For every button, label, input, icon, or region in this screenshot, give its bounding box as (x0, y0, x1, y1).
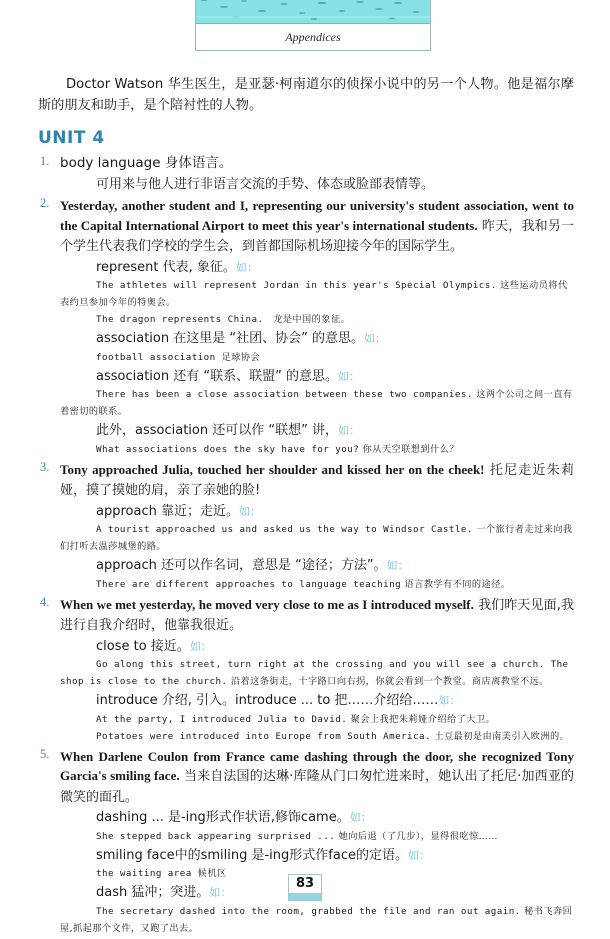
sub-term (96, 691, 574, 711)
page-content (38, 74, 574, 939)
example-en: She stepped back appearing surprised ... (96, 830, 336, 842)
sub-term (96, 367, 574, 387)
appendices-banner (195, 0, 431, 51)
example-sentence (60, 311, 574, 328)
example-cn: 一个旅行者走过来向我们打听去温莎城堡的路。 (60, 524, 573, 552)
sub-term (96, 556, 574, 576)
example-cn: 聚会上我把朱莉娅介绍给了大卫。 (347, 713, 496, 725)
entry-headline-en: Yesterday, another student and I, representing our university's student association, went to the Capital International Airport to meet this year's international students. (60, 198, 574, 233)
list-number: 5. (40, 746, 50, 761)
ru-marker: 如： (238, 504, 261, 518)
page-number-box (288, 874, 322, 901)
ru-marker: 如： (337, 369, 360, 383)
sub-term-text: represent 代表, 象征。 (96, 259, 236, 275)
example-cn: 这些运动员将代表约旦参加今年的特奥会。 (60, 280, 568, 308)
page-number: 83 (295, 876, 315, 891)
sub-term-text: dash 猛冲；突进。 (96, 885, 210, 900)
example-sentence (60, 656, 574, 690)
example-sentence (60, 521, 574, 555)
entry-headline-en: When Darlene Coulon from France came dashing through the door, she recognized Tony Garcia's smiling face. (60, 748, 574, 783)
example-cn: 她向后退（了几步），显得很吃惊…… (335, 830, 498, 842)
sub-term-text: dashing ... 是-ing形式作状语,修饰came。 (96, 810, 350, 825)
example-cn: 你从天空联想到什么？ (359, 443, 459, 455)
ru-marker: 如： (209, 886, 232, 899)
example-en: There has been a close association between these two companies. (96, 389, 473, 400)
sub-term-text: association 在这里是 “社团、协会” 的意思。 (96, 331, 364, 346)
example-sentence (60, 711, 574, 728)
example-sentence (60, 441, 574, 458)
sub-term-text: approach 还可以作名词，意思是 “途径；方法”。 (96, 558, 387, 573)
ru-marker: 如： (349, 811, 372, 824)
sub-term-text: 此外，association 还可以作 “联想” 讲， (96, 423, 338, 438)
example-en: The dragon represents China. (96, 314, 264, 325)
example-sentence (60, 576, 574, 593)
example-en: Potatoes were introduced into Europe from South America. (96, 730, 431, 742)
entry-headline-en: When we met yesterday, he moved very close to me as I introduced myself. (60, 596, 474, 612)
ru-marker: 如： (235, 260, 258, 274)
entry-headline-cn: 当来自法国的达琳·库隆从门口匆忙进来时，她认出了托尼·加西亚的微笑的面孔。 (60, 769, 574, 805)
intro-paragraph: Doctor Watson 华生医生，是亚瑟·柯南道尔的侦探小说中的另一个人物。他是福尔摩斯的朋友和助手，是个陪衬性的人物。 (38, 77, 574, 113)
entry-headline (60, 747, 574, 808)
example-en: The secretary dashed into the room, grabbed the file and ran out again. (96, 905, 521, 917)
example-sentence (60, 277, 574, 311)
entry-headline-cn: 昨天，我和另一个学生代表我们学校的学生会，到首都国际机场迎接今年的国际学生。 (60, 218, 574, 254)
unit-heading: UNIT 4 (38, 128, 105, 148)
entry-headline (60, 196, 574, 257)
entry-sub-block (60, 175, 574, 195)
example-en: football association 足球协会 (96, 351, 261, 363)
entry-sub-block (60, 637, 574, 745)
list-item (38, 154, 574, 194)
entry-headline-en: Tony approached Julia, touched her shoulder and kissed her on the cheek! (60, 461, 485, 477)
ru-marker: 如： (337, 424, 360, 437)
sub-term-text: introduce 介绍, 引入。introduce ... to 把……介绍给…… (96, 693, 439, 708)
example-en: At the party, I introduced Julia to David. (96, 713, 348, 725)
sub-term (96, 846, 574, 866)
sub-term (96, 329, 574, 349)
example-cn: 语言教学有不同的途径。 (401, 578, 511, 590)
sub-term (96, 808, 574, 828)
ru-marker: 如： (363, 332, 386, 345)
example-en: What associations does the sky have for you? (96, 443, 360, 455)
example-cn: 这两个公司之间一直有着密切的联系。 (60, 389, 573, 417)
entry-sub-block (60, 502, 574, 593)
ru-marker: 如： (438, 694, 461, 707)
entry-headline: body language 身体语言。 (60, 155, 233, 171)
entry-sub-block (60, 258, 574, 458)
example-en: Go along this street, turn right at the crossing and you will see a church. The shop is close to the church. (60, 659, 569, 687)
list-item (38, 196, 574, 458)
water-texture-image (196, 0, 430, 24)
entry-headline (60, 595, 574, 636)
ru-marker: 如： (386, 559, 409, 572)
example-sentence (60, 386, 574, 420)
example-en: A tourist approached us and asked us the way to Windsor Castle. (96, 524, 473, 535)
example-en: There are different approaches to language teaching (96, 578, 402, 590)
banner-caption: Appendices (196, 24, 430, 50)
example-cn: 沿着这条街走，十字路口向右拐，你就会看到一个教堂。商店离教堂不远。 (227, 676, 549, 687)
example-sentence (60, 903, 574, 937)
example-en: the waiting area 候机区 (96, 868, 227, 879)
list-item (38, 460, 574, 593)
list-number: 2. (40, 196, 50, 210)
example-sentence (60, 728, 574, 745)
entry-headline-cn: 我们昨天见面,我进行自我介绍时，他靠我很近。 (60, 597, 574, 633)
entry-gloss: 可用来与他人进行非语言交流的手势、体态或脸部表情等。 (96, 176, 435, 192)
list-item (38, 747, 574, 937)
sub-term-text: smiling face中的smiling 是-ing形式作face的定语。 (96, 847, 408, 863)
entry-sub-block (60, 808, 574, 937)
sub-term-text: approach 靠近；走近。 (96, 503, 239, 519)
page-number-bar (289, 893, 321, 900)
list-number: 1. (40, 154, 50, 168)
example-sentence (60, 349, 574, 366)
sub-term (96, 258, 574, 278)
example-cn: 龙是中国的象征。 (263, 314, 351, 325)
example-en: The athletes will represent Jordan in this year's Special Olympics. (96, 280, 497, 291)
list-number: 3. (40, 459, 50, 474)
ru-marker: 如： (407, 848, 430, 862)
sub-term-text: association 还有 “联系、联盟” 的意思。 (96, 368, 338, 384)
list-number: 4. (40, 594, 50, 609)
ru-marker: 如： (189, 639, 212, 653)
entry-headline (60, 460, 574, 501)
list-item (38, 595, 574, 745)
sub-term (96, 637, 574, 657)
entry-headline-cn: 托尼走近朱莉娅，摸了摸她的肩，亲了亲她的脸! (60, 462, 574, 498)
sub-term-text: close to 接近。 (96, 638, 190, 654)
example-cn: 土豆最初是由南美引入欧洲的。 (430, 730, 570, 742)
sub-term (96, 421, 574, 441)
sub-term (96, 502, 574, 522)
example-cn: 秘书飞奔回屋,抓起那个文件，又跑了出去。 (60, 905, 573, 934)
example-sentence (60, 828, 574, 845)
